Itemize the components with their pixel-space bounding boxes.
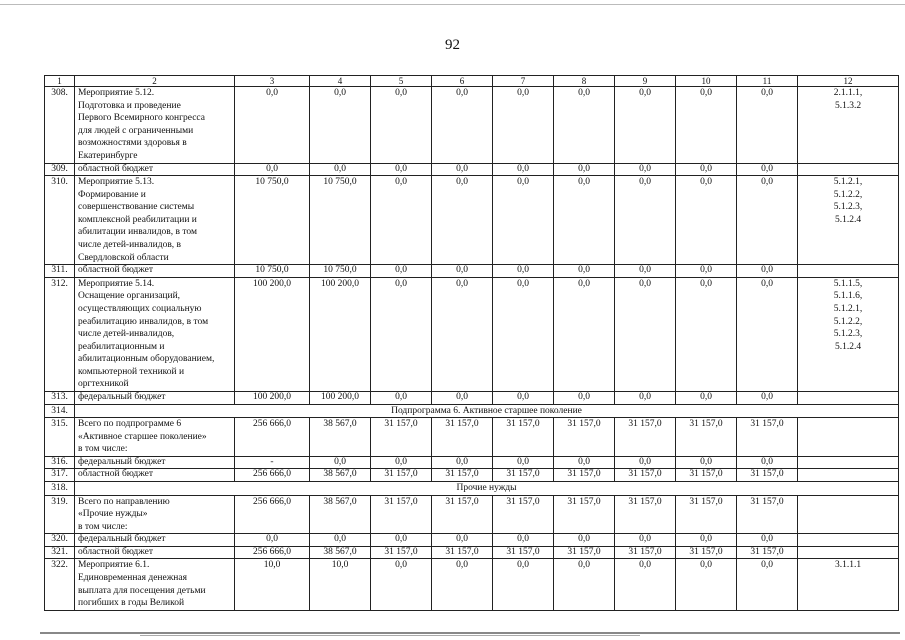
amount-cell: 38 567,0 — [310, 495, 371, 534]
column-header: 9 — [615, 76, 676, 87]
target-ref-cell — [798, 418, 899, 457]
amount-cell: 0,0 — [676, 534, 737, 547]
row-number: 309. — [45, 163, 75, 176]
amount-cell: 0,0 — [493, 559, 554, 610]
amount-cell: 0,0 — [615, 456, 676, 469]
amount-cell: 0,0 — [493, 534, 554, 547]
column-header: 1 — [45, 76, 75, 87]
row-number: 321. — [45, 546, 75, 559]
amount-cell: 0,0 — [310, 456, 371, 469]
amount-cell: 31 157,0 — [615, 546, 676, 559]
target-ref-cell: 5.1.2.1, 5.1.2.2, 5.1.2.3, 5.1.2.4 — [798, 176, 899, 265]
amount-cell: 0,0 — [615, 392, 676, 405]
amount-cell: 0,0 — [737, 534, 798, 547]
column-header-row — [45, 76, 899, 87]
amount-cell: 31 157,0 — [432, 495, 493, 534]
amount-cell: 0,0 — [554, 176, 615, 265]
column-header: 5 — [371, 76, 432, 87]
row-name: Мероприятие 5.12. Подготовка и проведение Первого Всемирного конгресса для людей с ограниченными возможностями здоровья в Екатеринбурге — [75, 87, 235, 164]
amount-cell: 0,0 — [554, 392, 615, 405]
column-header: 10 — [676, 76, 737, 87]
table-row — [45, 534, 899, 547]
amount-cell: 38 567,0 — [310, 546, 371, 559]
amount-cell: 0,0 — [493, 176, 554, 265]
row-name: областной бюджет — [75, 546, 235, 559]
amount-cell: 0,0 — [371, 265, 432, 278]
amount-cell: 10 750,0 — [235, 265, 310, 278]
amount-cell: 31 157,0 — [432, 418, 493, 457]
amount-cell: 0,0 — [493, 456, 554, 469]
amount-cell: 256 666,0 — [235, 469, 310, 482]
amount-cell: 31 157,0 — [737, 495, 798, 534]
target-ref-cell: 5.1.1.5, 5.1.1.6, 5.1.2.1, 5.1.2.2, 5.1.2.3, 5.1.2.4 — [798, 277, 899, 391]
budget-table — [44, 75, 899, 611]
row-number: 308. — [45, 87, 75, 164]
column-header: 11 — [737, 76, 798, 87]
amount-cell: 0,0 — [432, 534, 493, 547]
row-name: Всего по направлению «Прочие нужды» в том числе: — [75, 495, 235, 534]
amount-cell: 31 157,0 — [371, 469, 432, 482]
row-number: 313. — [45, 392, 75, 405]
amount-cell: 31 157,0 — [737, 546, 798, 559]
amount-cell: 0,0 — [676, 87, 737, 164]
column-header: 12 — [798, 76, 899, 87]
amount-cell: 38 567,0 — [310, 418, 371, 457]
amount-cell: 0,0 — [371, 87, 432, 164]
amount-cell: 0,0 — [432, 392, 493, 405]
column-header: 3 — [235, 76, 310, 87]
amount-cell: 0,0 — [676, 163, 737, 176]
amount-cell: 0,0 — [737, 456, 798, 469]
row-name: областной бюджет — [75, 265, 235, 278]
column-header: 8 — [554, 76, 615, 87]
row-number: 316. — [45, 456, 75, 469]
section-row — [45, 404, 899, 418]
amount-cell: 0,0 — [737, 87, 798, 164]
amount-cell: 0,0 — [493, 265, 554, 278]
section-title: Прочие нужды — [75, 481, 899, 495]
table-row — [45, 176, 899, 265]
row-number: 319. — [45, 495, 75, 534]
amount-cell: 0,0 — [737, 392, 798, 405]
amount-cell: 0,0 — [615, 176, 676, 265]
amount-cell: 100 200,0 — [235, 392, 310, 405]
amount-cell: 31 157,0 — [493, 495, 554, 534]
table-row — [45, 87, 899, 164]
amount-cell: 0,0 — [371, 163, 432, 176]
amount-cell: 31 157,0 — [371, 546, 432, 559]
amount-cell: 31 157,0 — [493, 546, 554, 559]
amount-cell: 10 750,0 — [310, 176, 371, 265]
amount-cell: 31 157,0 — [615, 469, 676, 482]
amount-cell: 0,0 — [737, 277, 798, 391]
amount-cell: 0,0 — [310, 534, 371, 547]
amount-cell: 0,0 — [676, 392, 737, 405]
target-ref-cell — [798, 163, 899, 176]
amount-cell: 0,0 — [493, 277, 554, 391]
amount-cell: 0,0 — [432, 163, 493, 176]
amount-cell: 0,0 — [737, 559, 798, 610]
table-row — [45, 469, 899, 482]
amount-cell: 0,0 — [432, 456, 493, 469]
amount-cell: 10 750,0 — [310, 265, 371, 278]
amount-cell: 31 157,0 — [371, 495, 432, 534]
amount-cell: 0,0 — [554, 277, 615, 391]
amount-cell: 0,0 — [554, 534, 615, 547]
amount-cell: 256 666,0 — [235, 546, 310, 559]
row-name: Мероприятие 5.13. Формирование и совершенствование системы комплексной реабилитации и абилитации инвалидов, в том числе детей-инвалидов, в Свердловской области — [75, 176, 235, 265]
amount-cell: 0,0 — [371, 534, 432, 547]
amount-cell: 31 157,0 — [554, 469, 615, 482]
amount-cell: 0,0 — [235, 534, 310, 547]
amount-cell: 31 157,0 — [432, 469, 493, 482]
bottom-edge-line-inner — [140, 635, 640, 636]
amount-cell: 31 157,0 — [493, 469, 554, 482]
amount-cell: 0,0 — [615, 559, 676, 610]
table-row — [45, 265, 899, 278]
row-number: 315. — [45, 418, 75, 457]
row-number: 322. — [45, 559, 75, 610]
table-row — [45, 456, 899, 469]
amount-cell: 100 200,0 — [310, 277, 371, 391]
row-number: 318. — [45, 481, 75, 495]
amount-cell: 0,0 — [432, 277, 493, 391]
row-number: 317. — [45, 469, 75, 482]
top-edge-line — [0, 4, 905, 5]
amount-cell: 31 157,0 — [554, 546, 615, 559]
row-name: областной бюджет — [75, 469, 235, 482]
table-row — [45, 559, 899, 610]
column-header: 4 — [310, 76, 371, 87]
amount-cell: 0,0 — [554, 163, 615, 176]
amount-cell: 31 157,0 — [432, 546, 493, 559]
section-row — [45, 481, 899, 495]
amount-cell: 100 200,0 — [310, 392, 371, 405]
amount-cell: 0,0 — [493, 87, 554, 164]
amount-cell: 31 157,0 — [615, 495, 676, 534]
target-ref-cell — [798, 456, 899, 469]
amount-cell: 0,0 — [737, 163, 798, 176]
amount-cell: 0,0 — [371, 176, 432, 265]
row-name: федеральный бюджет — [75, 456, 235, 469]
amount-cell: 256 666,0 — [235, 495, 310, 534]
amount-cell: 0,0 — [493, 392, 554, 405]
amount-cell: 0,0 — [676, 176, 737, 265]
amount-cell: 0,0 — [554, 559, 615, 610]
amount-cell: 10,0 — [235, 559, 310, 610]
amount-cell: 0,0 — [737, 176, 798, 265]
amount-cell: 0,0 — [493, 163, 554, 176]
row-number: 310. — [45, 176, 75, 265]
table-row — [45, 163, 899, 176]
row-number: 314. — [45, 404, 75, 418]
table-body — [45, 76, 899, 611]
table-row — [45, 392, 899, 405]
amount-cell: 100 200,0 — [235, 277, 310, 391]
amount-cell: 0,0 — [371, 559, 432, 610]
amount-cell: 31 157,0 — [676, 495, 737, 534]
table-row — [45, 495, 899, 534]
amount-cell: 38 567,0 — [310, 469, 371, 482]
amount-cell: 0,0 — [310, 163, 371, 176]
row-name: Всего по подпрограмме 6 «Активное старшее поколение» в том числе: — [75, 418, 235, 457]
amount-cell: 256 666,0 — [235, 418, 310, 457]
amount-cell: 31 157,0 — [554, 495, 615, 534]
amount-cell: 31 157,0 — [554, 418, 615, 457]
target-ref-cell — [798, 392, 899, 405]
amount-cell: 0,0 — [371, 392, 432, 405]
row-name: Мероприятие 5.14. Оснащение организаций, осуществляющих социальную реабилитацию инвалидов, в том числе детей-инвалидов, реабилитационным и абилитационным оборудованием, компьютерной техникой и оргтехникой — [75, 277, 235, 391]
amount-cell: 0,0 — [554, 87, 615, 164]
bottom-edge-line — [40, 632, 900, 634]
amount-cell: 31 157,0 — [371, 418, 432, 457]
amount-cell: 0,0 — [615, 277, 676, 391]
amount-cell: 0,0 — [554, 456, 615, 469]
amount-cell: 31 157,0 — [737, 418, 798, 457]
target-ref-cell: 3.1.1.1 — [798, 559, 899, 610]
column-header: 2 — [75, 76, 235, 87]
row-name: областной бюджет — [75, 163, 235, 176]
amount-cell: 0,0 — [554, 265, 615, 278]
amount-cell: 0,0 — [432, 559, 493, 610]
amount-cell: 0,0 — [371, 277, 432, 391]
page-number: 92 — [445, 37, 460, 53]
amount-cell: 0,0 — [676, 559, 737, 610]
table-row — [45, 418, 899, 457]
table-row — [45, 277, 899, 391]
amount-cell: 0,0 — [615, 534, 676, 547]
amount-cell: - — [235, 456, 310, 469]
amount-cell: 31 157,0 — [676, 469, 737, 482]
amount-cell: 31 157,0 — [676, 546, 737, 559]
section-title: Подпрограмма 6. Активное старшее поколение — [75, 404, 899, 418]
column-header: 6 — [432, 76, 493, 87]
target-ref-cell — [798, 469, 899, 482]
row-name: Мероприятие 6.1. Единовременная денежная выплата для посещения детьми погибших в годы Великой — [75, 559, 235, 610]
target-ref-cell — [798, 546, 899, 559]
amount-cell: 0,0 — [737, 265, 798, 278]
amount-cell: 0,0 — [371, 456, 432, 469]
amount-cell: 10 750,0 — [235, 176, 310, 265]
amount-cell: 10,0 — [310, 559, 371, 610]
amount-cell: 0,0 — [676, 456, 737, 469]
column-header: 7 — [493, 76, 554, 87]
amount-cell: 31 157,0 — [676, 418, 737, 457]
amount-cell: 0,0 — [310, 87, 371, 164]
row-name: федеральный бюджет — [75, 392, 235, 405]
row-number: 311. — [45, 265, 75, 278]
target-ref-cell: 2.1.1.1, 5.1.3.2 — [798, 87, 899, 164]
target-ref-cell — [798, 495, 899, 534]
amount-cell: 0,0 — [432, 265, 493, 278]
table-row — [45, 546, 899, 559]
amount-cell: 0,0 — [615, 163, 676, 176]
row-number: 312. — [45, 277, 75, 391]
amount-cell: 0,0 — [432, 176, 493, 265]
row-number: 320. — [45, 534, 75, 547]
amount-cell: 0,0 — [615, 87, 676, 164]
target-ref-cell — [798, 265, 899, 278]
amount-cell: 0,0 — [235, 163, 310, 176]
target-ref-cell — [798, 534, 899, 547]
amount-cell: 0,0 — [676, 265, 737, 278]
amount-cell: 0,0 — [235, 87, 310, 164]
amount-cell: 0,0 — [615, 265, 676, 278]
amount-cell: 31 157,0 — [615, 418, 676, 457]
amount-cell: 0,0 — [432, 87, 493, 164]
amount-cell: 0,0 — [676, 277, 737, 391]
amount-cell: 31 157,0 — [737, 469, 798, 482]
row-name: федеральный бюджет — [75, 534, 235, 547]
amount-cell: 31 157,0 — [493, 418, 554, 457]
